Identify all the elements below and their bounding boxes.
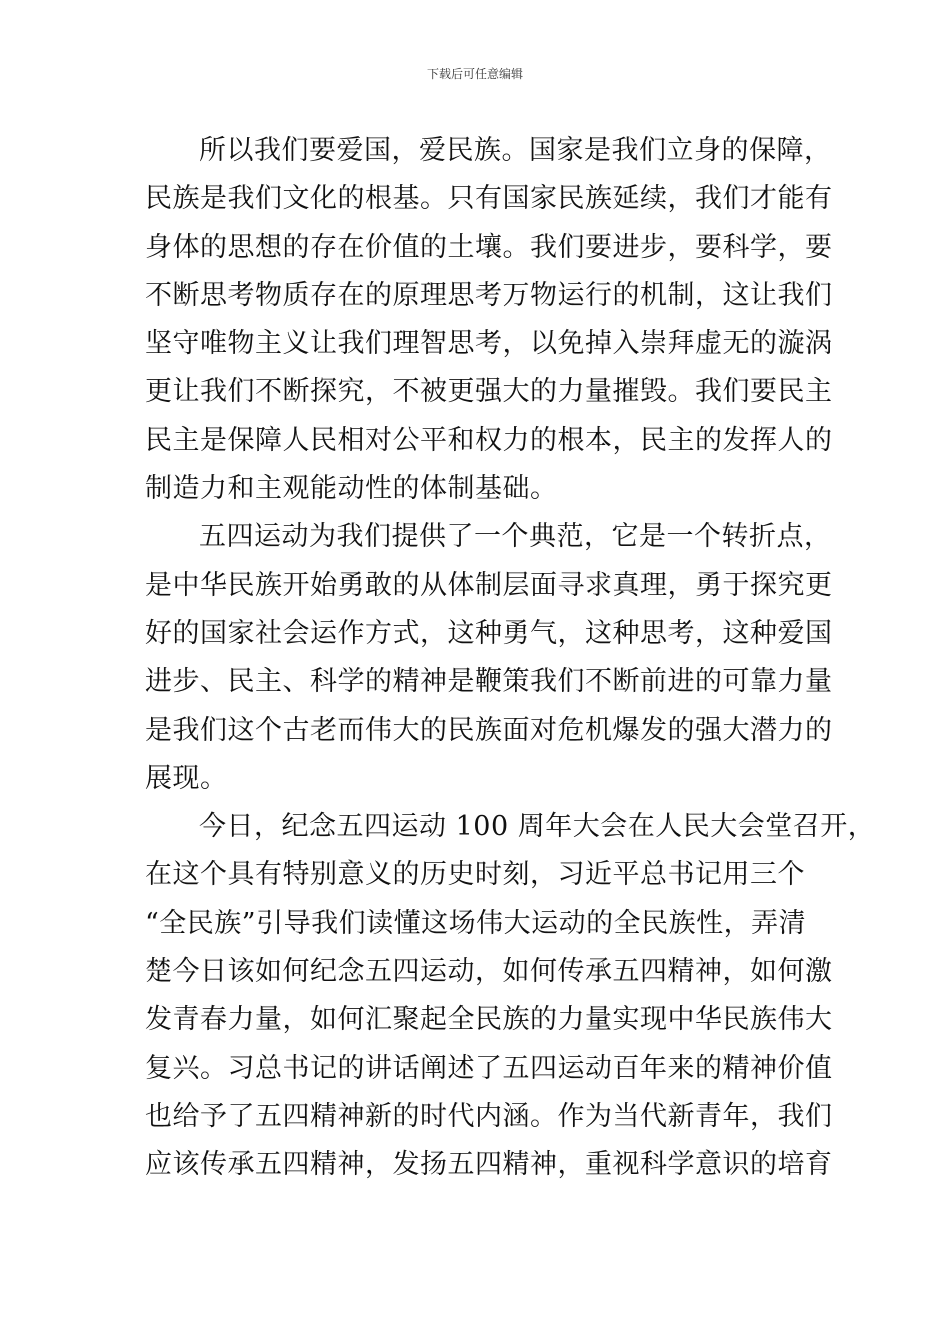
paragraph-3-line-3: “全民族”引导我们读懂这场伟大运动的全民族性，弄清	[145, 907, 807, 939]
paragraph-3-line-2: 在这个具有特别意义的历史时刻，习近平总书记用三个	[145, 859, 805, 891]
paragraph-2-line-1: 五四运动为我们提供了一个典范，它是一个转折点，	[199, 521, 832, 553]
paragraph-1-line-8: 制造力和主观能动性的体制基础。	[145, 473, 558, 505]
paragraph-1-line-4: 不断思考物质存在的原理思考万物运行的机制，这让我们	[145, 279, 833, 311]
paragraph-1-line-6: 更让我们不断探究，不被更强大的力量摧毁。我们要民主	[145, 376, 833, 408]
paragraph-1-line-2: 民族是我们文化的根基。只有国家民族延续，我们才能有	[145, 183, 833, 215]
paragraph-3-line-4: 楚今日该如何纪念五四运动，如何传承五四精神，如何激	[145, 956, 833, 988]
paragraph-2-line-2: 是中华民族开始勇敢的从体制层面寻求真理，勇于探究更	[145, 569, 833, 601]
paragraph-2-line-4: 进步、民主、科学的精神是鞭策我们不断前进的可靠力量	[145, 666, 833, 698]
paragraph-1-line-3: 身体的思想的存在价值的土壤。我们要进步，要科学，要	[145, 231, 833, 263]
page-header: 下载后可任意编辑	[426, 67, 523, 81]
paragraph-1-line-1: 所以我们要爱国，爱民族。国家是我们立身的保障，	[199, 135, 832, 166]
paragraph-2-line-6: 展现。	[145, 762, 228, 794]
paragraph-2-line-3: 好的国家社会运作方式，这种勇气，这种思考，这种爱国	[145, 617, 833, 649]
paragraph-3-line-1: 今日，纪念五四运动 100 周年大会在人民大会堂召开，	[199, 811, 876, 843]
paragraph-3-line-7: 也给予了五四精神新的时代内涵。作为当代新青年，我们	[145, 1100, 833, 1132]
paragraph-3-line-6: 复兴。习总书记的讲话阐述了五四运动百年来的精神价值	[145, 1052, 833, 1084]
body-text	[145, 127, 876, 1190]
paragraph-3-line-5: 发青春力量，如何汇聚起全民族的力量实现中华民族伟大	[145, 1004, 833, 1036]
paragraph-2-line-5: 是我们这个古老而伟大的民族面对危机爆发的强大潜力的	[145, 714, 833, 746]
paragraph-3-line-8: 应该传承五四精神，发扬五四精神，重视科学意识的培育	[145, 1149, 833, 1181]
paragraph-1-line-7: 民主是保障人民相对公平和权力的根本，民主的发挥人的	[145, 424, 833, 456]
paragraph-1-line-5: 坚守唯物主义让我们理智思考，以免掉入崇拜虚无的漩涡	[145, 328, 833, 360]
